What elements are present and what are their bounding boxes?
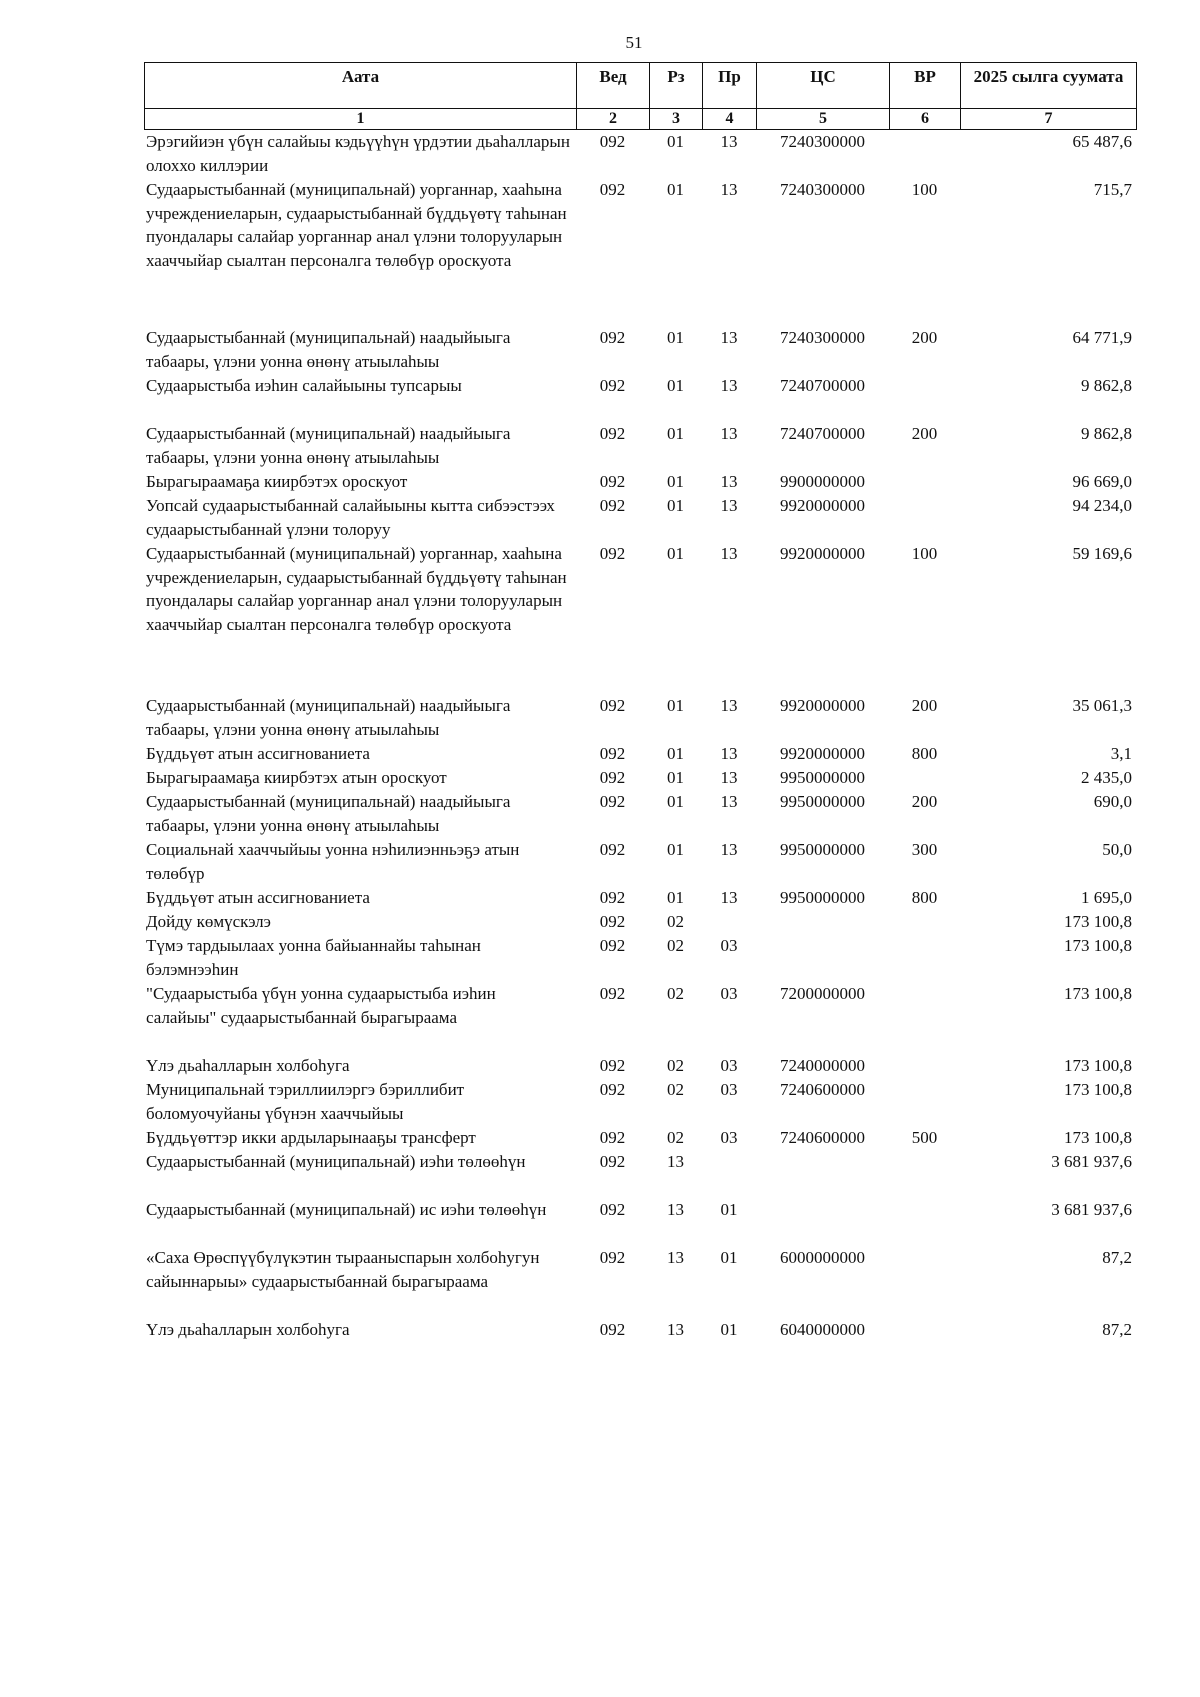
cell-sum: 9 862,8 bbox=[1081, 424, 1132, 443]
cell-pr: 13 bbox=[720, 132, 738, 151]
cell-cs: 9920000000 bbox=[780, 544, 865, 563]
cell-vr bbox=[889, 374, 960, 422]
cell-ved: 092 bbox=[599, 744, 626, 763]
cell-cs: 7240600000 bbox=[780, 1080, 865, 1099]
cell-ved: 092 bbox=[599, 792, 626, 811]
cell-pr: 13 bbox=[720, 768, 738, 787]
cell-name: Судаарыстыбаннай (муниципальнай) наадыйыыга табаары, үлэни уонна өнөнү атыылаһыы bbox=[146, 424, 511, 467]
cell-cs bbox=[756, 1198, 889, 1246]
table-row bbox=[144, 494, 1136, 542]
cell-rz: 01 bbox=[667, 768, 684, 787]
cell-vr bbox=[889, 130, 960, 178]
table-row bbox=[144, 130, 1136, 178]
table-row bbox=[144, 470, 1136, 494]
header-vr: ВР bbox=[890, 63, 961, 109]
cell-ved: 092 bbox=[599, 984, 626, 1003]
cell-name: Бырагыраамаҕа киирбэтэх атын ороскуот bbox=[146, 768, 447, 787]
cell-vr bbox=[889, 910, 960, 934]
table-body bbox=[144, 130, 1136, 1342]
header-cs: ЦС bbox=[757, 63, 890, 109]
cell-rz: 01 bbox=[667, 544, 684, 563]
header-num-2: 2 bbox=[577, 109, 650, 130]
cell-cs: 9920000000 bbox=[780, 496, 865, 515]
cell-name: Бүддьүөт атын ассигнованиета bbox=[146, 888, 370, 907]
cell-pr: 13 bbox=[720, 544, 738, 563]
cell-rz: 02 bbox=[667, 912, 684, 931]
cell-pr: 13 bbox=[720, 888, 738, 907]
cell-ved: 092 bbox=[599, 544, 626, 563]
cell-pr: 13 bbox=[720, 792, 738, 811]
cell-sum: 173 100,8 bbox=[1064, 936, 1132, 955]
cell-sum: 96 669,0 bbox=[1072, 472, 1132, 491]
cell-sum: 87,2 bbox=[1102, 1248, 1132, 1267]
table-row bbox=[144, 178, 1136, 326]
cell-ved: 092 bbox=[599, 696, 626, 715]
cell-ved: 092 bbox=[599, 840, 626, 859]
header-num-3: 3 bbox=[650, 109, 703, 130]
cell-name: Үлэ дьаһалларын холбоһуга bbox=[146, 1320, 350, 1339]
cell-rz: 02 bbox=[667, 936, 684, 955]
cell-pr: 03 bbox=[720, 1056, 738, 1075]
cell-pr: 13 bbox=[720, 696, 738, 715]
table-header bbox=[144, 62, 1137, 130]
header-num-5: 5 bbox=[757, 109, 890, 130]
cell-ved: 092 bbox=[599, 328, 626, 347]
cell-cs: 9950000000 bbox=[780, 888, 865, 907]
cell-sum: 59 169,6 bbox=[1072, 544, 1132, 563]
cell-rz: 01 bbox=[667, 424, 684, 443]
cell-vr: 200 bbox=[911, 328, 938, 347]
table-row bbox=[144, 766, 1136, 790]
table-row bbox=[144, 1318, 1136, 1342]
cell-name: Түмэ тардыылаах уонна байыаннайы таһынан бэлэмнээһин bbox=[146, 936, 481, 979]
cell-ved: 092 bbox=[599, 1152, 626, 1171]
cell-rz: 13 bbox=[667, 1200, 684, 1219]
cell-ved: 092 bbox=[599, 936, 626, 955]
cell-name: Судаарыстыбаннай (муниципальнай) наадыйыыга табаары, үлэни уонна өнөнү атыылаһыы bbox=[146, 696, 511, 739]
cell-pr: 13 bbox=[720, 496, 738, 515]
cell-pr: 03 bbox=[720, 1080, 738, 1099]
cell-ved: 092 bbox=[599, 1200, 626, 1219]
header-name: Аата bbox=[145, 63, 577, 109]
cell-cs: 7240300000 bbox=[780, 180, 865, 199]
cell-vr: 100 bbox=[911, 180, 938, 199]
table-row bbox=[144, 934, 1136, 982]
cell-rz: 01 bbox=[667, 328, 684, 347]
cell-vr bbox=[889, 494, 960, 542]
cell-vr: 800 bbox=[911, 744, 938, 763]
cell-cs: 7240700000 bbox=[780, 376, 865, 395]
cell-sum: 9 862,8 bbox=[1081, 376, 1132, 395]
cell-vr bbox=[889, 1318, 960, 1342]
cell-rz: 01 bbox=[667, 744, 684, 763]
header-rz: Рз bbox=[650, 63, 703, 109]
cell-cs: 6000000000 bbox=[780, 1248, 865, 1267]
cell-cs: 7240000000 bbox=[780, 1056, 865, 1075]
cell-sum: 3 681 937,6 bbox=[1051, 1200, 1132, 1219]
cell-cs bbox=[756, 910, 889, 934]
table-row bbox=[144, 1150, 1136, 1198]
table-row bbox=[144, 838, 1136, 886]
cell-cs: 9950000000 bbox=[780, 768, 865, 787]
cell-rz: 01 bbox=[667, 792, 684, 811]
cell-vr: 100 bbox=[911, 544, 938, 563]
table-row bbox=[144, 374, 1136, 422]
cell-vr: 300 bbox=[911, 840, 938, 859]
cell-sum: 2 435,0 bbox=[1081, 768, 1132, 787]
cell-pr: 13 bbox=[720, 424, 738, 443]
cell-name: Судаарыстыбаннай (муниципальнай) ис иэһи төлөөһүн bbox=[146, 1200, 547, 1219]
page-number: 51 bbox=[625, 33, 643, 52]
cell-rz: 01 bbox=[667, 496, 684, 515]
cell-sum: 3,1 bbox=[1110, 744, 1132, 763]
cell-name: Судаарыстыбаннай (муниципальнай) наадыйыыга табаары, үлэни уонна өнөнү атыылаһыы bbox=[146, 792, 511, 835]
header-num-6: 6 bbox=[890, 109, 961, 130]
cell-sum: 94 234,0 bbox=[1072, 496, 1132, 515]
cell-vr: 500 bbox=[911, 1128, 938, 1147]
cell-name: Эрэгийиэн үбүн салайыы кэдьүүһүн үрдэтии дьаһалларын олоххо киллэрии bbox=[146, 132, 570, 175]
cell-ved: 092 bbox=[599, 888, 626, 907]
cell-ved: 092 bbox=[599, 1056, 626, 1075]
cell-sum: 690,0 bbox=[1093, 792, 1132, 811]
cell-rz: 02 bbox=[667, 1056, 684, 1075]
cell-pr: 13 bbox=[720, 840, 738, 859]
cell-rz: 01 bbox=[667, 376, 684, 395]
cell-vr: 200 bbox=[911, 792, 938, 811]
cell-pr: 01 bbox=[720, 1200, 738, 1219]
cell-cs bbox=[756, 934, 889, 982]
cell-ved: 092 bbox=[599, 1320, 626, 1339]
table-row bbox=[144, 790, 1136, 838]
cell-pr: 01 bbox=[720, 1248, 738, 1267]
cell-rz: 13 bbox=[667, 1320, 684, 1339]
cell-rz: 02 bbox=[667, 1080, 684, 1099]
cell-pr: 13 bbox=[720, 328, 738, 347]
cell-sum: 3 681 937,6 bbox=[1051, 1152, 1132, 1171]
cell-rz: 02 bbox=[667, 1128, 684, 1147]
cell-vr bbox=[889, 1198, 960, 1246]
header-num-4: 4 bbox=[703, 109, 757, 130]
cell-cs: 9920000000 bbox=[780, 744, 865, 763]
cell-rz: 01 bbox=[667, 696, 684, 715]
cell-rz: 01 bbox=[667, 888, 684, 907]
cell-vr bbox=[889, 1246, 960, 1318]
cell-rz: 01 bbox=[667, 180, 684, 199]
cell-name: Бүддьүөттэр икки ардыларынааҕы трансферт bbox=[146, 1128, 476, 1147]
cell-pr bbox=[702, 910, 756, 934]
cell-sum: 173 100,8 bbox=[1064, 912, 1132, 931]
cell-vr bbox=[889, 1150, 960, 1198]
cell-pr: 03 bbox=[720, 984, 738, 1003]
cell-cs: 7200000000 bbox=[780, 984, 865, 1003]
cell-sum: 64 771,9 bbox=[1072, 328, 1132, 347]
cell-name: Судаарыстыбаннай (муниципальнай) наадыйыыга табаары, үлэни уонна өнөнү атыылаһыы bbox=[146, 328, 511, 371]
cell-name: Уопсай судаарыстыбаннай салайыыны кытта сибээстээх судаарыстыбаннай үлэни толоруу bbox=[146, 496, 555, 539]
cell-ved: 092 bbox=[599, 376, 626, 395]
cell-rz: 13 bbox=[667, 1152, 684, 1171]
cell-name: Бырагыраамаҕа киирбэтэх ороскуот bbox=[146, 472, 408, 491]
cell-pr: 13 bbox=[720, 472, 738, 491]
cell-cs: 9950000000 bbox=[780, 840, 865, 859]
cell-ved: 092 bbox=[599, 496, 626, 515]
cell-vr bbox=[889, 934, 960, 982]
table-row bbox=[144, 542, 1136, 694]
budget-table bbox=[144, 62, 1136, 1342]
cell-name: Судаарыстыба иэһин салайыыны тупсарыы bbox=[146, 376, 462, 395]
cell-rz: 02 bbox=[667, 984, 684, 1003]
cell-cs: 9920000000 bbox=[780, 696, 865, 715]
cell-pr: 13 bbox=[720, 180, 738, 199]
cell-cs: 9950000000 bbox=[780, 792, 865, 811]
cell-cs bbox=[756, 1150, 889, 1198]
cell-vr bbox=[889, 1078, 960, 1126]
cell-pr: 03 bbox=[720, 936, 738, 955]
cell-ved: 092 bbox=[599, 472, 626, 491]
cell-pr: 13 bbox=[720, 744, 738, 763]
cell-rz: 01 bbox=[667, 840, 684, 859]
cell-ved: 092 bbox=[599, 1248, 626, 1267]
cell-name: Судаарыстыбаннай (муниципальнай) иэһи төлөөһүн bbox=[146, 1152, 526, 1171]
cell-vr bbox=[889, 1054, 960, 1078]
cell-sum: 173 100,8 bbox=[1064, 1128, 1132, 1147]
cell-name: Дойду көмүскэлэ bbox=[146, 912, 271, 931]
table-row bbox=[144, 326, 1136, 374]
table-row bbox=[144, 886, 1136, 910]
cell-pr: 03 bbox=[720, 1128, 738, 1147]
header-pr: Пр bbox=[703, 63, 757, 109]
cell-name: Муниципальнай тэриллиилэргэ бэриллибит боломуочуйаны үбүнэн хааччыйыы bbox=[146, 1080, 465, 1123]
header-sum: 2025 сылга суумата bbox=[961, 63, 1137, 109]
cell-sum: 50,0 bbox=[1102, 840, 1132, 859]
cell-sum: 715,7 bbox=[1093, 180, 1132, 199]
cell-cs: 7240700000 bbox=[780, 424, 865, 443]
table-row bbox=[144, 982, 1136, 1054]
table-row bbox=[144, 694, 1136, 742]
cell-ved: 092 bbox=[599, 424, 626, 443]
cell-name: Социальнай хааччыйыы уонна нэһилиэнньэҕэ атын төлөбүр bbox=[146, 840, 520, 883]
cell-cs: 7240300000 bbox=[780, 328, 865, 347]
cell-sum: 87,2 bbox=[1102, 1320, 1132, 1339]
cell-ved: 092 bbox=[599, 132, 626, 151]
table-row bbox=[144, 1054, 1136, 1078]
cell-sum: 65 487,6 bbox=[1072, 132, 1132, 151]
table-row bbox=[144, 1078, 1136, 1126]
table-row bbox=[144, 1246, 1136, 1318]
table-row bbox=[144, 422, 1136, 470]
cell-ved: 092 bbox=[599, 1128, 626, 1147]
cell-name: Судаарыстыбаннай (муниципальнай) уорганнар, хааһына учреждениеларын, судаарыстыбаннай бүддьүөтү таһынан пуондалары салайар уорганнар анал үлэни толорууларын хааччыйар сыалтан персоналга төлөбүр ороскуота bbox=[146, 544, 567, 634]
cell-name: "Судаарыстыба үбүн уонна судаарыстыба иэһин салайыы" судаарыстыбаннай бырагыраама bbox=[146, 984, 496, 1027]
header-num-7: 7 bbox=[961, 109, 1137, 130]
cell-ved: 092 bbox=[599, 912, 626, 931]
table-row bbox=[144, 1198, 1136, 1246]
cell-name: Бүддьүөт атын ассигнованиета bbox=[146, 744, 370, 763]
header-num-1: 1 bbox=[145, 109, 577, 130]
cell-rz: 01 bbox=[667, 472, 684, 491]
cell-cs: 9900000000 bbox=[780, 472, 865, 491]
cell-vr: 200 bbox=[911, 424, 938, 443]
cell-vr: 800 bbox=[911, 888, 938, 907]
cell-name: Судаарыстыбаннай (муниципальнай) уорганнар, хааһына учреждениеларын, судаарыстыбаннай бүддьүөтү таһынан пуондалары салайар уорганнар анал үлэни толорууларын хааччыйар сыалтан персоналга төлөбүр ороскуота bbox=[146, 180, 567, 270]
cell-name: Үлэ дьаһалларын холбоһуга bbox=[146, 1056, 350, 1075]
table-row bbox=[144, 1126, 1136, 1150]
cell-ved: 092 bbox=[599, 180, 626, 199]
cell-sum: 173 100,8 bbox=[1064, 1056, 1132, 1075]
cell-cs: 6040000000 bbox=[780, 1320, 865, 1339]
table-row bbox=[144, 742, 1136, 766]
cell-vr bbox=[889, 766, 960, 790]
cell-ved: 092 bbox=[599, 768, 626, 787]
cell-pr: 01 bbox=[720, 1320, 738, 1339]
cell-cs: 7240300000 bbox=[780, 132, 865, 151]
cell-rz: 13 bbox=[667, 1248, 684, 1267]
cell-sum: 173 100,8 bbox=[1064, 1080, 1132, 1099]
table-row bbox=[144, 910, 1136, 934]
cell-pr: 13 bbox=[720, 376, 738, 395]
cell-sum: 35 061,3 bbox=[1072, 696, 1132, 715]
cell-pr bbox=[702, 1150, 756, 1198]
cell-name: «Саха Өрөспүүбүлүкэтин тырааныспарын холбоһугун сайыннарыы» судаарыстыбаннай бырагыраама bbox=[146, 1248, 540, 1291]
cell-sum: 173 100,8 bbox=[1064, 984, 1132, 1003]
cell-rz: 01 bbox=[667, 132, 684, 151]
cell-vr bbox=[889, 982, 960, 1054]
cell-cs: 7240600000 bbox=[780, 1128, 865, 1147]
cell-vr bbox=[889, 470, 960, 494]
cell-sum: 1 695,0 bbox=[1081, 888, 1132, 907]
cell-ved: 092 bbox=[599, 1080, 626, 1099]
cell-vr: 200 bbox=[911, 696, 938, 715]
header-ved: Вед bbox=[577, 63, 650, 109]
